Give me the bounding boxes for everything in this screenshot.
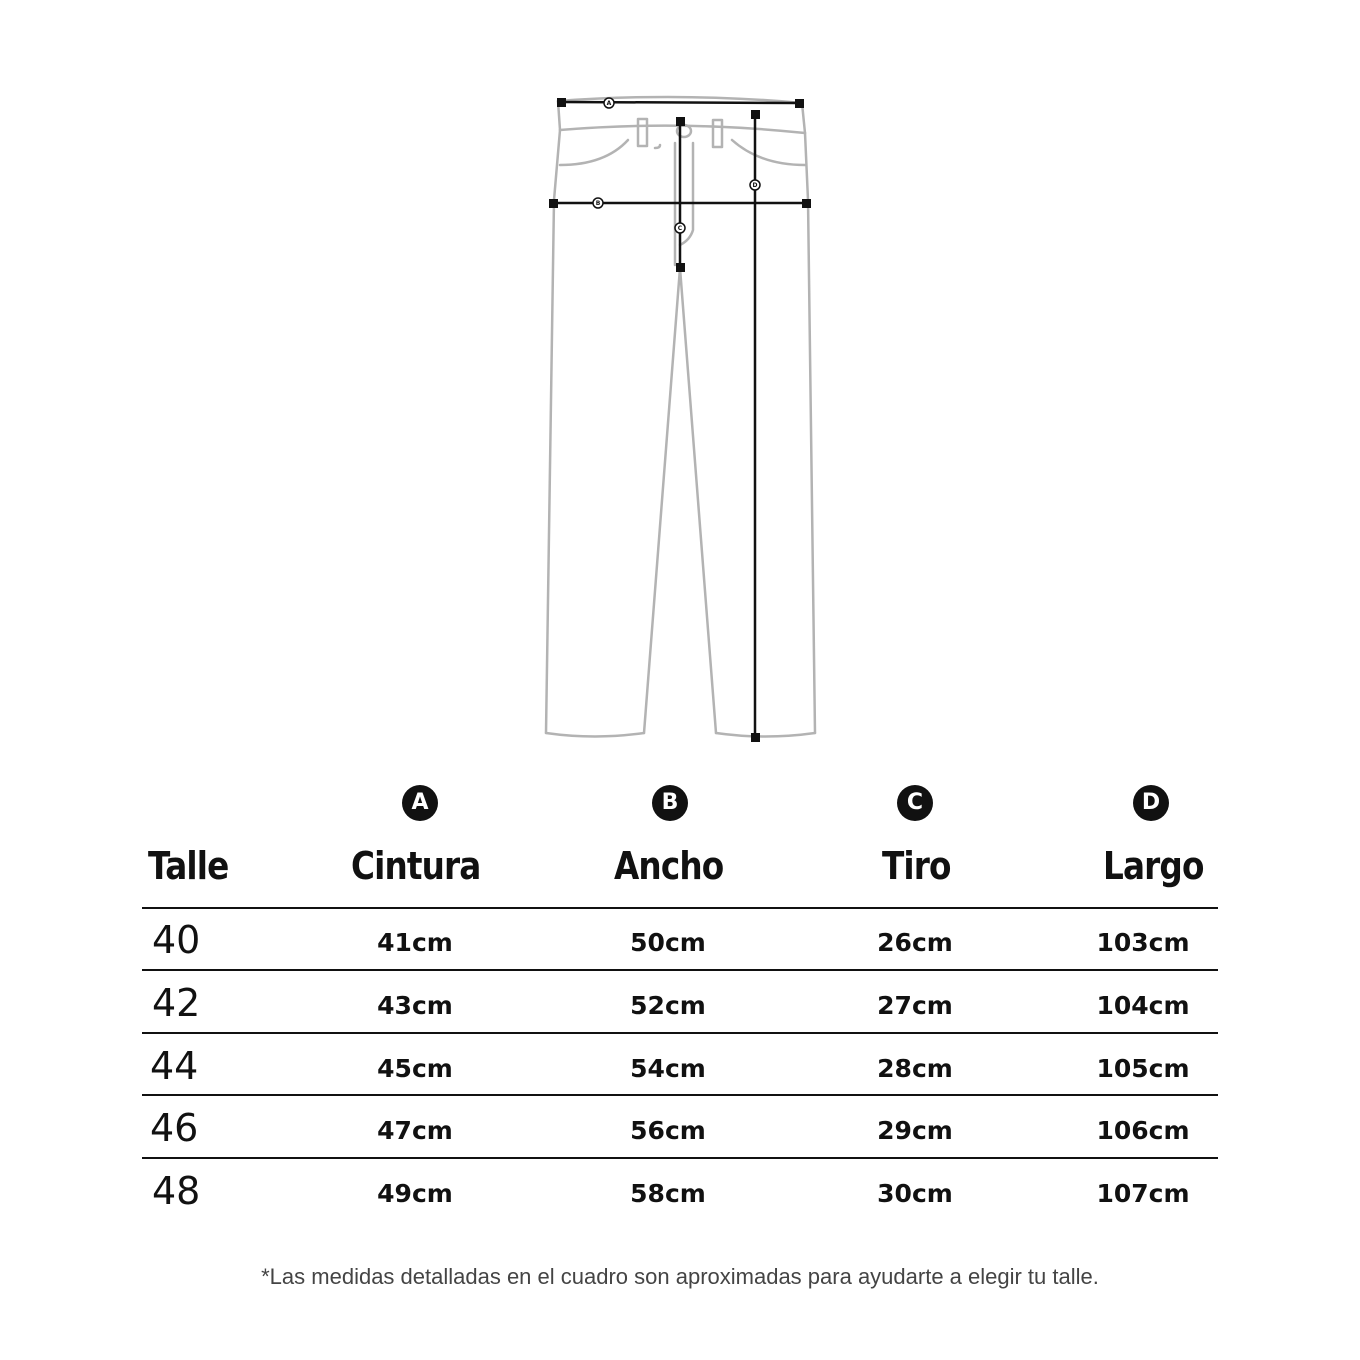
footnote: *Las medidas detalladas en el cuadro son aproximadas para ayudarte a elegir tu talle. bbox=[261, 1264, 1099, 1289]
header-talle: Talle bbox=[148, 844, 229, 888]
measure-line-a bbox=[561, 102, 799, 103]
measure-lines bbox=[553, 102, 807, 737]
header-tiro: Tiro bbox=[882, 844, 951, 888]
column-marker-a: A bbox=[402, 785, 438, 821]
row-size: 48 bbox=[152, 1169, 201, 1213]
table-rule bbox=[142, 907, 1218, 909]
diagram-marker-b-label: B bbox=[595, 200, 601, 208]
cell-tiro: 30cm bbox=[877, 1179, 953, 1208]
row-size: 40 bbox=[152, 918, 201, 962]
cell-cintura: 47cm bbox=[377, 1116, 453, 1145]
row-size: 42 bbox=[152, 981, 201, 1025]
cell-tiro: 28cm bbox=[877, 1054, 953, 1083]
diagram-marker-d bbox=[750, 180, 760, 190]
cell-ancho: 50cm bbox=[630, 928, 706, 957]
cell-ancho: 58cm bbox=[630, 1179, 706, 1208]
header-largo: Largo bbox=[1103, 844, 1204, 888]
column-marker-c: C bbox=[897, 785, 933, 821]
table-rule bbox=[142, 969, 1218, 971]
cell-cintura: 41cm bbox=[377, 928, 453, 957]
table-rule bbox=[142, 1157, 1218, 1159]
row-size: 44 bbox=[150, 1044, 199, 1088]
diagram-marker-a bbox=[604, 98, 614, 108]
diagram-marker-d-label: D bbox=[752, 182, 758, 190]
cell-cintura: 45cm bbox=[377, 1054, 453, 1083]
cell-tiro: 29cm bbox=[877, 1116, 953, 1145]
cell-cintura: 49cm bbox=[377, 1179, 453, 1208]
cell-ancho: 54cm bbox=[630, 1054, 706, 1083]
cell-largo: 104cm bbox=[1096, 991, 1190, 1020]
row-size: 46 bbox=[150, 1106, 199, 1150]
table-rule bbox=[142, 1032, 1218, 1034]
diagram-marker-b bbox=[593, 198, 603, 208]
column-marker-b: B bbox=[652, 785, 688, 821]
cell-largo: 107cm bbox=[1096, 1179, 1190, 1208]
table-rule bbox=[142, 1094, 1218, 1096]
diagram-marker-c bbox=[675, 223, 685, 233]
diagram-marker-c-label: C bbox=[677, 225, 683, 233]
header-cintura: Cintura bbox=[351, 844, 481, 888]
diagram-marker-a-label: A bbox=[606, 100, 612, 108]
cell-largo: 103cm bbox=[1096, 928, 1190, 957]
cell-largo: 106cm bbox=[1096, 1116, 1190, 1145]
cell-ancho: 56cm bbox=[630, 1116, 706, 1145]
cell-ancho: 52cm bbox=[630, 991, 706, 1020]
cell-cintura: 43cm bbox=[377, 991, 453, 1020]
column-marker-d: D bbox=[1133, 785, 1169, 821]
cell-largo: 105cm bbox=[1096, 1054, 1190, 1083]
cell-tiro: 27cm bbox=[877, 991, 953, 1020]
header-ancho: Ancho bbox=[614, 844, 724, 888]
cell-tiro: 26cm bbox=[877, 928, 953, 957]
